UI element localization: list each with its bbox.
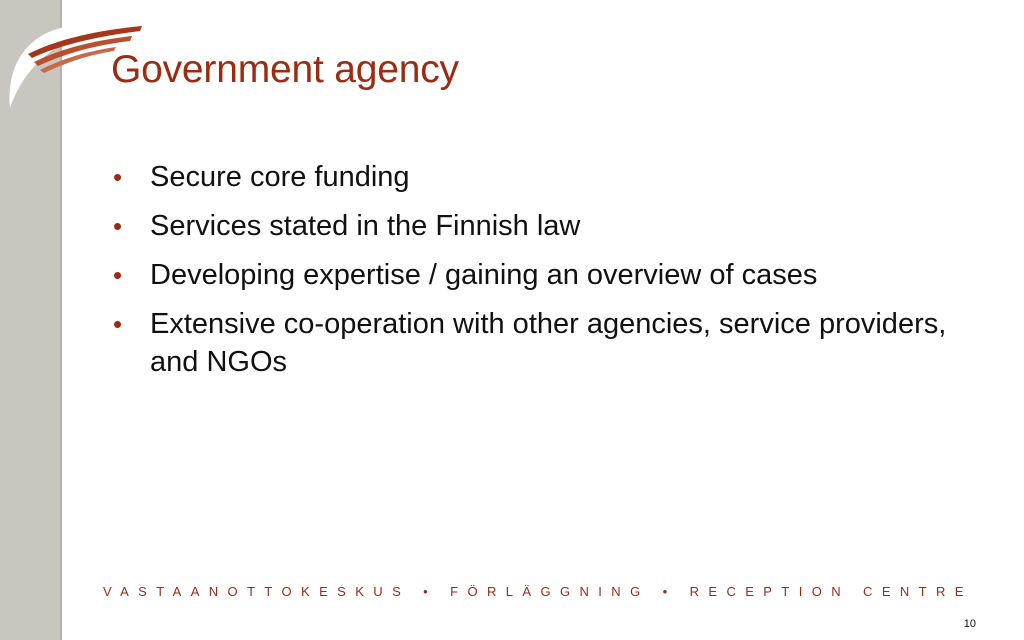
bullet-text: Services stated in the Finnish law	[150, 210, 581, 242]
list-item	[113, 305, 973, 381]
page-number: 10	[963, 618, 976, 630]
bullet-symbol: •	[113, 211, 123, 241]
bullet-text: Developing expertise / gaining an overview of cases	[150, 259, 818, 291]
bullet-symbol: •	[113, 162, 123, 192]
list-item	[113, 207, 973, 245]
footer-organization-names: VASTAANOTTOKESKUS • FÖRLÄGGNING • RECEPTION CENTRE	[103, 584, 973, 599]
bullet-symbol: •	[113, 260, 123, 290]
list-item	[113, 158, 973, 196]
bullet-symbol: •	[113, 309, 123, 339]
slide-title: Government agency	[111, 48, 459, 91]
bullet-text: Secure core funding	[150, 161, 410, 193]
list-item	[113, 256, 973, 294]
bullet-text: Extensive co-operation with other agencies, service providers, and NGOs	[150, 308, 947, 378]
bullet-list	[113, 158, 973, 392]
